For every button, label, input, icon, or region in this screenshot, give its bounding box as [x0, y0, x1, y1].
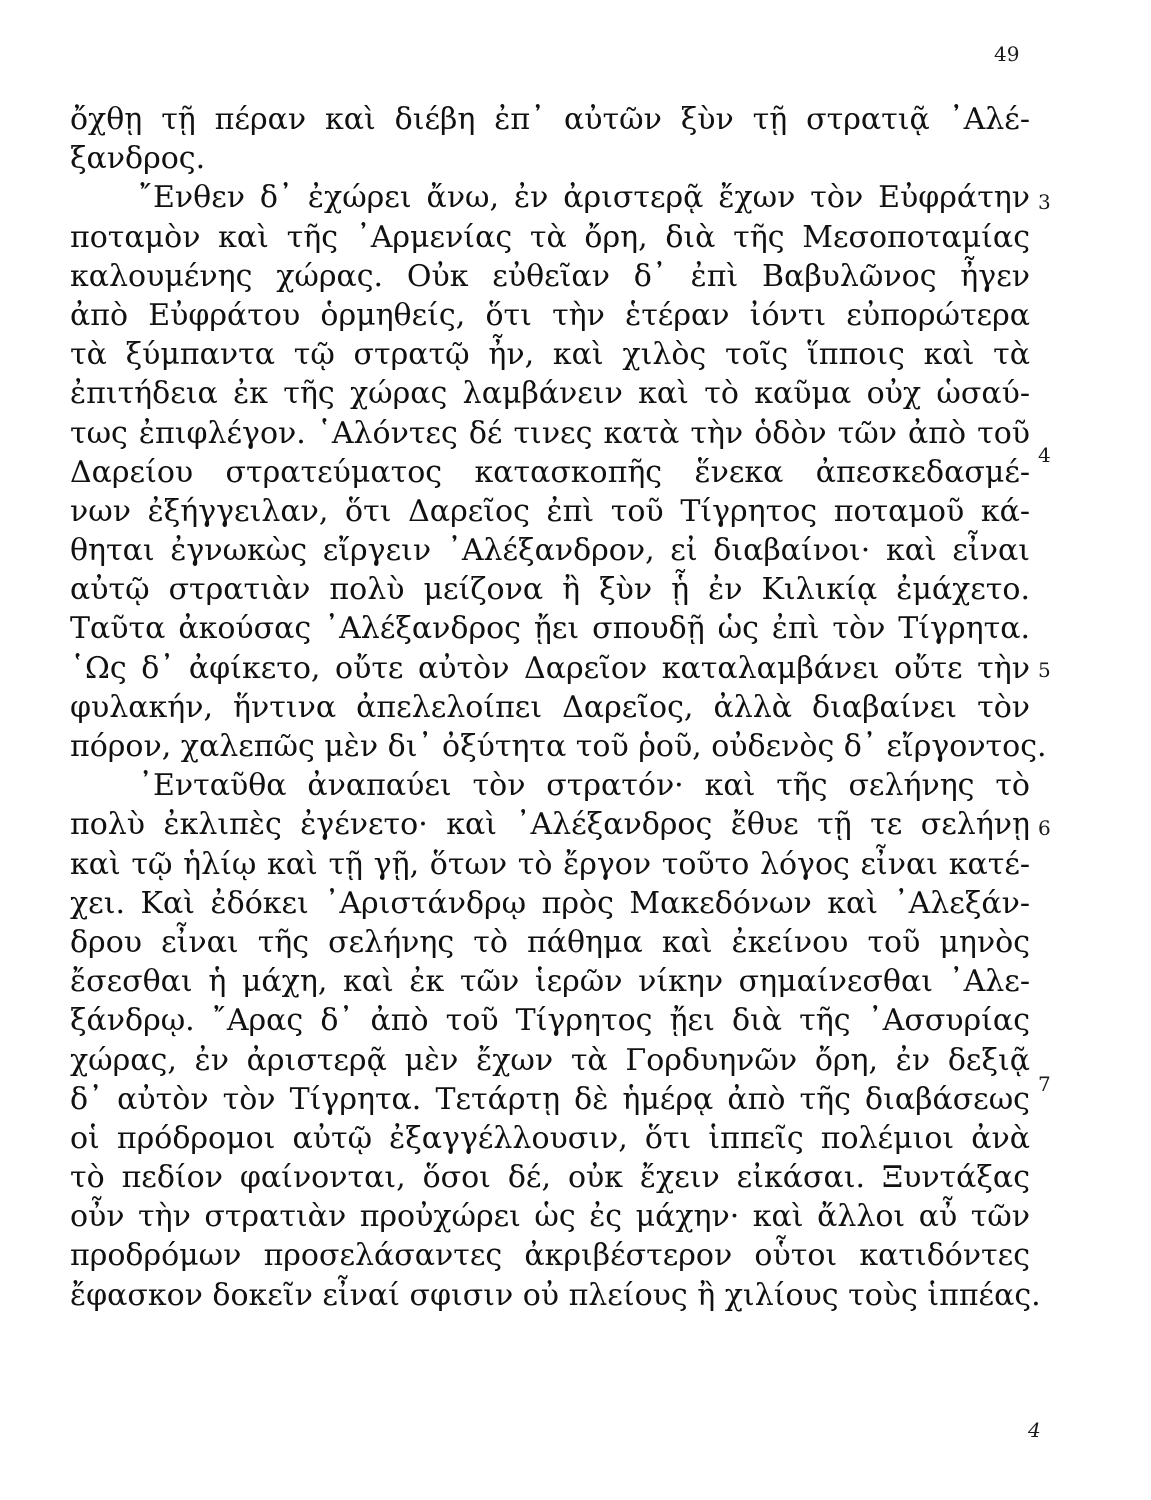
section-number: 4	[1038, 443, 1051, 467]
section-number: 7	[1038, 1072, 1051, 1096]
text-line: ξανδρος.	[70, 141, 206, 177]
text-line: ὄχθῃ τῇ πέραν καὶ διέβη ἐπ᾽ αὐτῶν ξὺν τῇ στρατιᾷ ᾽Αλέ-	[70, 102, 1030, 137]
text-line: προδρόμων προσελάσαντες ἀκριβέστερον οὗτοι κατιδόντες	[70, 1238, 1030, 1274]
section-number: 6	[1038, 816, 1051, 840]
text-line: τὸ πεδίον φαίνονται, ὅσοι δέ, οὐκ ἔχειν εἰκάσαι. Ξυντάξας	[70, 1160, 1030, 1196]
text-line: Δαρείου στρατεύματος κατασκοπῆς ἕνεκα ἀπεσκεδασμέ-	[70, 454, 1030, 490]
text-line: δρου εἶναι τῆς σελήνης τὸ πάθημα καὶ ἐκείνου τοῦ μηνὸς	[70, 924, 1030, 960]
text-line: δ᾽ αὐτὸν τὸν Τίγρητα. Τετάρτῃ δὲ ἡμέρᾳ ἀπὸ τῆς διαβάσεως	[70, 1081, 1030, 1117]
text-line: τως ἐπιφλέγον. ῾Αλόντες δέ τινες κατὰ τὴν ὁδὸν τῶν ἀπὸ τοῦ	[70, 415, 1030, 451]
text-line: ᾽Ενταῦθα ἀναπαύει τὸν στρατόν· καὶ τῆς σελήνης τὸ	[138, 768, 1030, 804]
text-line: ἔφασκον δοκεῖν εἶναί σφισιν οὐ πλείους ἢ χιλίους τοὺς ἱππέας.	[70, 1277, 1041, 1313]
text-line: πόρον, χαλεπῶς μὲν δι᾽ ὀξύτητα τοῦ ῥοῦ, οὐδενὸς δ᾽ εἴργοντος.	[70, 729, 1047, 764]
section-number: 3	[1038, 190, 1051, 214]
text-line: φυλακήν, ἥντινα ἀπελελοίπει Δαρεῖος, ἀλλὰ διαβαίνει τὸν	[70, 689, 1030, 725]
text-line: ποταμὸν καὶ τῆς ᾽Αρμενίας τὰ ὄρη, διὰ τῆς Μεσοποταμίας	[70, 219, 1030, 255]
text-line: χώρας, ἐν ἀριστερᾷ μὲν ἔχων τὰ Γορδυηνῶν ὄρη, ἐν δεξιᾷ	[70, 1042, 1030, 1078]
section-number: 5	[1038, 658, 1051, 682]
text-line: πολὺ ἐκλιπὲς ἐγένετο· καὶ ᾽Αλέξανδρος ἔθυε τῇ τε σελήνῃ	[70, 807, 1030, 843]
text-line: θηται ἐγνωκὼς εἴργειν ᾽Αλέξανδρον, εἰ διαβαίνοι· καὶ εἶναι	[70, 533, 1030, 569]
text-line: ξάνδρῳ. ῎Αρας δ᾽ ἀπὸ τοῦ Τίγρητος ᾔει διὰ τῆς ᾽Ασσυρίας	[70, 1003, 1030, 1039]
page-number: 49	[994, 42, 1020, 66]
text-line: οἱ πρόδρομοι αὐτῷ ἐξαγγέλλουσιν, ὅτι ἱππεῖς πολέμιοι ἀνὰ	[70, 1120, 1030, 1156]
text-line: ῎Ενθεν δ᾽ ἐχώρει ἄνω, ἐν ἀριστερᾷ ἔχων τὸν Εὐφράτην	[138, 180, 1030, 216]
text-line: νων ἐξήγγειλαν, ὅτι Δαρεῖος ἐπὶ τοῦ Τίγρητος ποταμοῦ κά-	[70, 493, 1030, 529]
text-line: καὶ τῷ ἡλίῳ καὶ τῇ γῇ, ὅτων τὸ ἔργον τοῦτο λόγος εἶναι κατέ-	[70, 846, 1030, 882]
text-line: ἀπὸ Εὐφράτου ὁρμηθείς, ὅτι τὴν ἑτέραν ἰόντι εὐπορώτερα	[70, 297, 1030, 333]
text-line: οὖν τὴν στρατιὰν προὐχώρει ὡς ἐς μάχην· καὶ ἄλλοι αὖ τῶν	[70, 1199, 1030, 1235]
signature-mark: 4	[1028, 1418, 1041, 1442]
text-line: χει. Καὶ ἐδόκει ᾽Αριστάνδρῳ πρὸς Μακεδόνων καὶ ᾽Αλεξάν-	[70, 885, 1030, 921]
text-line: ἔσεσθαι ἡ μάχη, καὶ ἐκ τῶν ἱερῶν νίκην σημαίνεσθαι ᾽Αλε-	[70, 964, 1030, 1000]
text-line: Ταῦτα ἀκούσας ᾽Αλέξανδρος ᾔει σπουδῇ ὡς ἐπὶ τὸν Τίγρητα.	[70, 611, 1030, 647]
text-line: τὰ ξύμπαντα τῷ στρατῷ ἦν, καὶ χιλὸς τοῖς ἵπποις καὶ τὰ	[70, 337, 1030, 373]
text-line: ῾Ως δ᾽ ἀφίκετο, οὔτε αὐτὸν Δαρεῖον καταλαμβάνει οὔτε τὴν	[70, 650, 1030, 686]
text-line: καλουμένης χώρας. Οὐκ εὐθεῖαν δ᾽ ἐπὶ Βαβυλῶνος ἦγεν	[70, 258, 1030, 294]
text-line: αὐτῷ στρατιὰν πολὺ μείζονα ἢ ξὺν ᾗ ἐν Κιλικίᾳ ἐμάχετο.	[70, 572, 1030, 608]
text-line: ἐπιτήδεια ἐκ τῆς χώρας λαμβάνειν καὶ τὸ καῦμα οὐχ ὡσαύ-	[70, 376, 1030, 412]
main-text	[70, 100, 1047, 1315]
